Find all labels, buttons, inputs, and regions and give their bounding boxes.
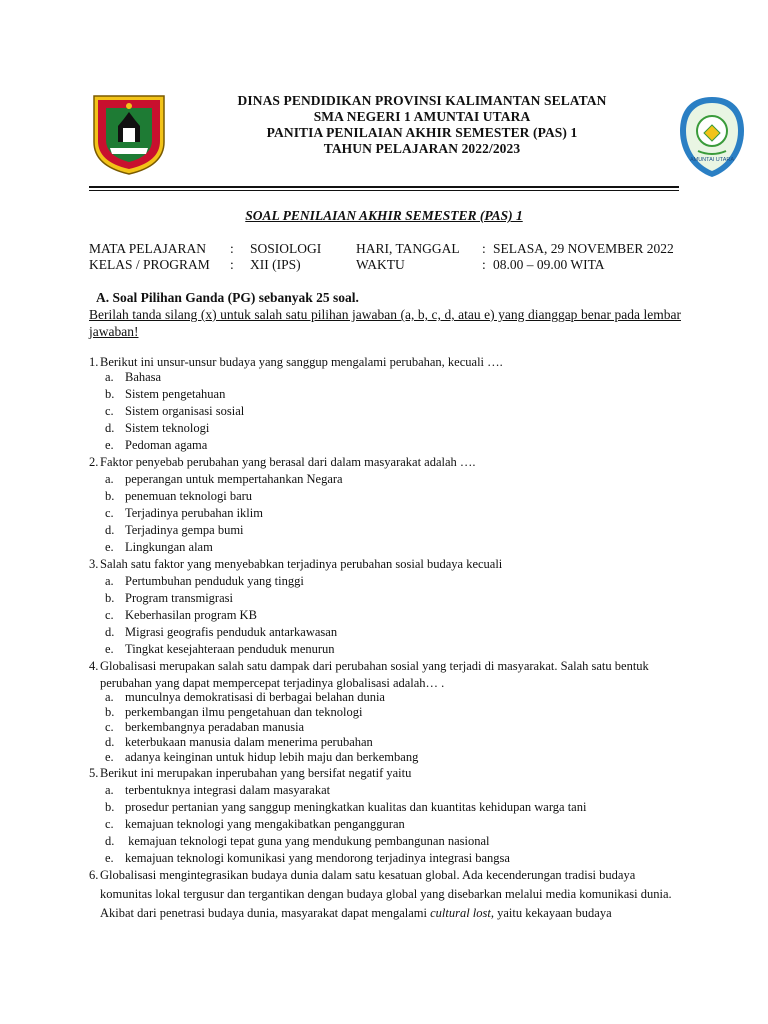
option-2a [105,471,343,488]
option-label: c. [105,608,114,622]
question-text: Berikut ini merupakan inperubahan yang bersifat negatif yaitu [100,766,412,780]
option-label: e. [105,540,114,554]
option-label: a. [105,370,114,384]
option-label: c. [105,506,114,520]
option-label: a. [105,783,114,797]
option-4c [105,720,304,735]
option-1b [105,386,225,403]
question-number: 1. [89,355,99,369]
option-1c [105,403,244,420]
day-label: HARI, TANGGAL [356,241,460,256]
question-text: Faktor penyebab perubahan yang berasal dari dalam masyarakat adalah …. [100,455,476,469]
letterhead-committee: PANITIA PENILAIAN AKHIR SEMESTER (PAS) 1 [266,125,578,140]
exam-title: SOAL PENILAIAN AKHIR SEMESTER (PAS) 1 [245,208,523,223]
instruction: Berilah tanda silang (x) untuk salah satu pilihan jawaban (a, b, c, d, atau e) yang dianggap benar pada lembar jawaban! [89,307,681,339]
question-text: Berikut ini unsur-unsur budaya yang sanggup mengalami perubahan, kecuali …. [100,355,503,369]
option-3b [105,590,233,607]
option-label: b. [105,489,115,503]
option-text: Migrasi geografis penduduk antarkawasan [125,625,338,639]
class-value: XII (IPS) [250,257,301,272]
class-label: KELAS / PROGRAM [89,257,210,272]
option-text: Terjadinya gempa bumi [125,523,244,537]
option-label: c. [105,817,114,831]
time-value: 08.00 – 09.00 WITA [493,257,605,272]
question-number: 2. [89,455,99,469]
letterhead-rule-thin [89,190,679,191]
option-label: e. [105,642,114,656]
option-text: Bahasa [125,370,162,384]
question-number: 6. [89,868,99,882]
option-5e [105,850,510,867]
option-text: Sistem teknologi [125,421,210,435]
option-label: b. [105,591,115,605]
letterhead-school: SMA NEGERI 1 AMUNTAI UTARA [313,109,531,124]
day-value: SELASA, 29 NOVEMBER 2022 [493,241,674,256]
time-colon: : [482,257,486,272]
option-text: Tingkat kesejahteraan penduduk menurun [125,642,335,656]
option-label: e. [105,750,114,764]
question-number: 3. [89,557,99,571]
question-text-part1: Globalisasi mengintegrasikan budaya dunia dalam satu kesatuan global. Ada kecenderungan tradisi budaya komunitas lokal tergusur dan tergantikan dengan budaya global yang disebarkan melalui media komunikasi dunia. Akibat dari penetrasi budaya dunia, masyarakat dapat mengalami [100,868,672,920]
option-label: d. [105,523,115,537]
option-label: d. [105,625,115,639]
class-colon: : [230,257,234,272]
option-4e [105,750,418,765]
option-1e [105,437,207,454]
option-label: d. [105,735,115,749]
option-2c [105,505,263,522]
question-text: Globalisasi merupakan salah satu dampak dari perubahan sosial yang terjadi di masyarakat. Salah satu bentuk perubahan yang dapat mempercepat terjadinya globalisasi adalah… . [100,659,649,690]
option-2b [105,488,252,505]
option-label: e. [105,438,114,452]
option-5a [105,782,330,799]
option-1d [105,420,209,437]
question-number: 4. [89,659,99,673]
option-text: kemajuan teknologi komunikasi yang mendorong terjadinya integrasi bangsa [125,851,510,865]
question-text-italic: cultural lost, [430,906,494,920]
option-text: Sistem pengetahuan [125,387,226,401]
option-text: berkembangnya peradaban manusia [125,720,305,734]
option-text: Keberhasilan program KB [125,608,257,622]
option-3d [105,624,337,641]
option-label: b. [105,705,115,719]
question-text-part2: yaitu kekayaan budaya [494,906,612,920]
option-label: c. [105,404,114,418]
option-text: Lingkungan alam [125,540,213,554]
option-text: kemajuan teknologi yang mengakibatkan pengangguran [125,817,405,831]
school-emblem-icon [678,95,746,179]
option-label: c. [105,720,114,734]
subject-value: SOSIOLOGI [250,241,322,256]
option-text: peperangan untuk mempertahankan Negara [125,472,343,486]
option-text: keterbukaan manusia dalam menerima perubahan [125,735,373,749]
letterhead-year: TAHUN PELAJARAN 2022/2023 [323,141,521,156]
option-text: Pertumbuhan penduduk yang tinggi [125,574,304,588]
time-label: WAKTU [356,257,405,272]
option-text: Program transmigrasi [125,591,233,605]
option-3e [105,641,335,658]
option-label: b. [105,800,115,814]
option-text: adanya keinginan untuk hidup lebih maju dan berkembang [125,750,419,764]
option-4a [105,690,385,705]
option-1a [105,369,161,386]
option-label: a. [105,472,114,486]
option-5c [105,816,405,833]
option-4d [105,735,373,750]
subject-label: MATA PELAJARAN [89,241,207,256]
option-text: Pedoman agama [125,438,208,452]
option-label: b. [105,387,115,401]
option-label: e. [105,851,114,865]
section-title: A. Soal Pilihan Ganda (PG) sebanyak 25 soal. [96,290,359,305]
option-4b [105,705,362,720]
option-5d [105,833,490,850]
option-label: a. [105,690,114,704]
option-label: d. [105,834,115,848]
option-text: Sistem organisasi sosial [125,404,245,418]
option-label: a. [105,574,114,588]
option-text: perkembangan ilmu pengetahuan dan teknologi [125,705,363,719]
option-text: kemajuan teknologi tepat guna yang mendukung pembangunan nasional [125,834,490,848]
option-text: prosedur pertanian yang sanggup meningkatkan kualitas dan kuantitas kehidupan warga tani [125,800,587,814]
option-2e [105,539,213,556]
option-3a [105,573,304,590]
subject-colon: : [230,241,234,256]
option-5b [105,799,586,816]
option-label: d. [105,421,115,435]
kalimantan-selatan-crest-icon [92,94,166,176]
letterhead [190,93,654,157]
option-text: penemuan teknologi baru [125,489,253,503]
option-text: Terjadinya perubahan iklim [125,506,263,520]
question-text [100,866,680,923]
option-3c [105,607,257,624]
question-number: 5. [89,766,99,780]
day-colon: : [482,241,486,256]
emblem-label: AMUNTAI UTARA [689,157,735,163]
option-2d [105,522,244,539]
letterhead-agency: DINAS PENDIDIKAN PROVINSI KALIMANTAN SELATAN [237,93,607,108]
option-text: munculnya demokratisasi di berbagai belahan dunia [125,690,385,704]
question-text: Salah satu faktor yang menyebabkan terjadinya perubahan sosial budaya kecuali [100,557,503,571]
option-text: terbentuknya integrasi dalam masyarakat [125,783,331,797]
letterhead-rule [89,186,679,188]
